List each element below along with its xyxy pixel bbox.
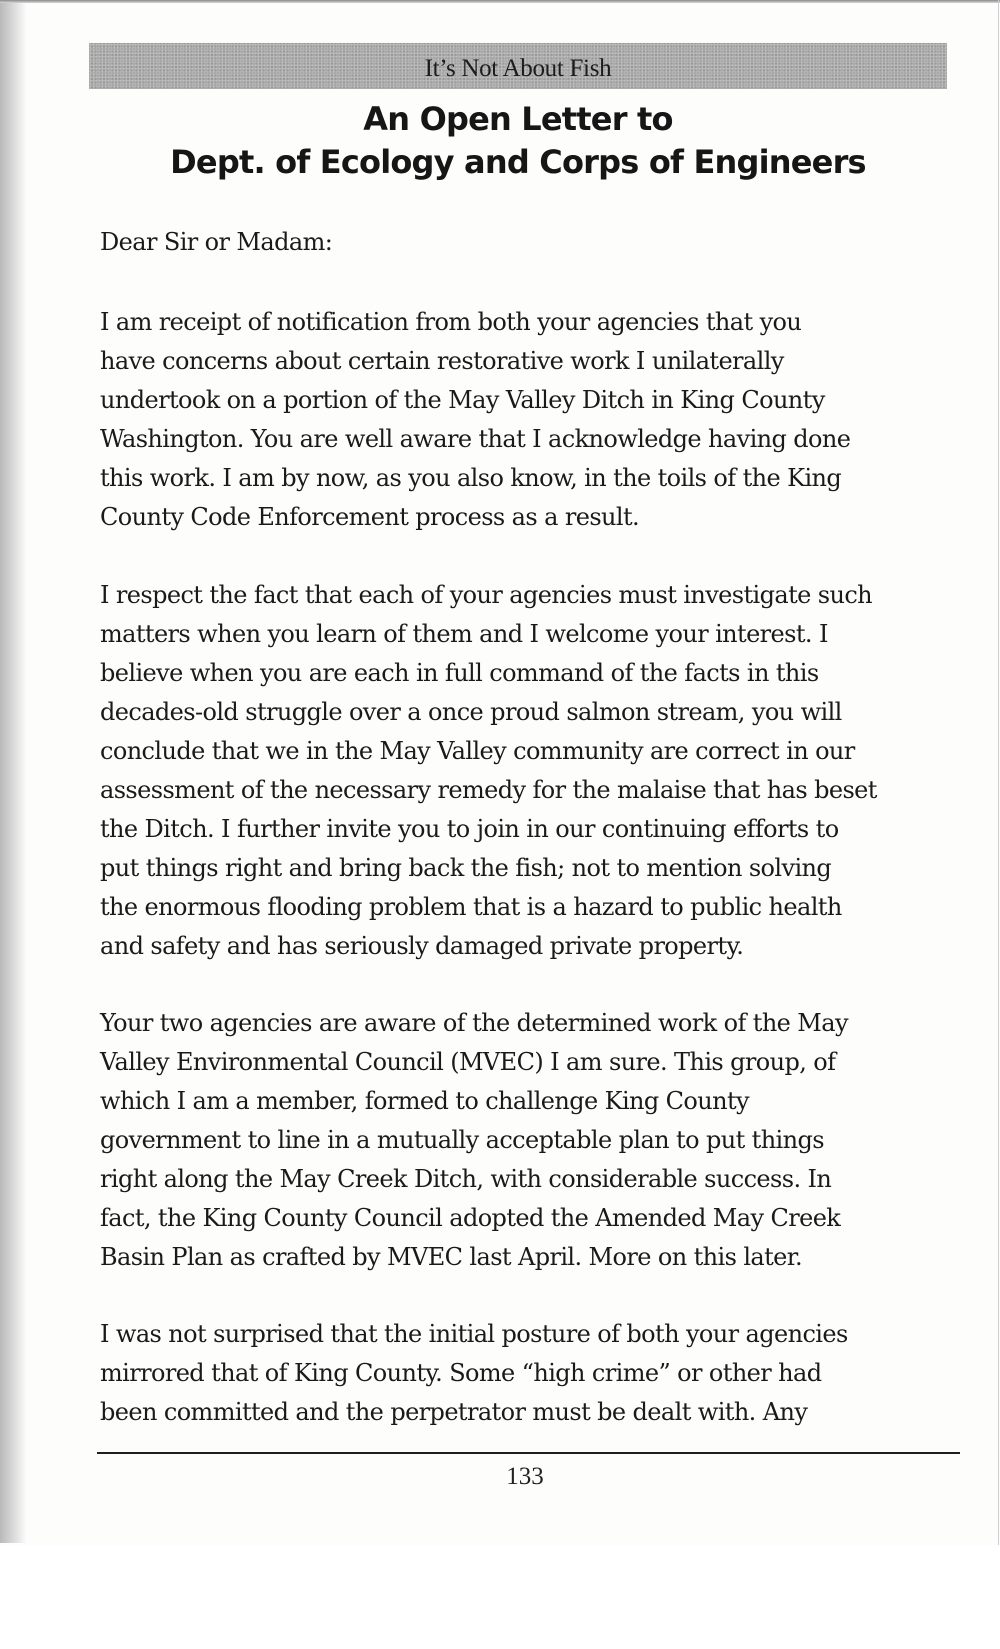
text-line: the Ditch. I further invite you to join in our continuing efforts to (100, 815, 839, 843)
text-line: and safety and has seriously damaged private property. (100, 932, 744, 960)
paragraph-2 (100, 576, 960, 966)
text-line: I was not surprised that the initial posture of both your agencies (100, 1320, 848, 1348)
text-line: County Code Enforcement process as a result. (100, 503, 640, 531)
title-line-2: Dept. of Ecology and Corps of Engineers (170, 143, 866, 181)
running-header-text: It’s Not About Fish (424, 55, 612, 82)
text-line: undertook on a portion of the May Valley Ditch in King County (100, 386, 825, 414)
page-right-edge (998, 0, 999, 1545)
text-line: have concerns about certain restorative work I unilaterally (100, 347, 784, 375)
text-line: been committed and the perpetrator must be dealt with. Any (100, 1398, 808, 1426)
running-header-bar (89, 43, 947, 89)
text-line: Valley Environmental Council (MVEC) I am sure. This group, of (100, 1048, 836, 1076)
text-line: government to line in a mutually acceptable plan to put things (100, 1126, 824, 1154)
text-line: Your two agencies are aware of the determined work of the May (100, 1009, 848, 1037)
text-line: I am receipt of notification from both your agencies that you (100, 308, 802, 336)
paragraph-4 (100, 1315, 960, 1432)
text-line: Basin Plan as crafted by MVEC last April. More on this later. (100, 1243, 803, 1271)
spine-shadow (0, 0, 26, 1543)
paragraph-1 (100, 303, 960, 537)
footer-rule (97, 1452, 960, 1454)
page-number: 133 (506, 1463, 544, 1490)
chapter-title (89, 98, 947, 184)
text-line: fact, the King County Council adopted the Amended May Creek (100, 1204, 841, 1232)
text-line: decades-old struggle over a once proud salmon stream, you will (100, 698, 842, 726)
text-line: the enormous flooding problem that is a hazard to public health (100, 893, 842, 921)
title-line-1: An Open Letter to (363, 100, 673, 138)
text-line: right along the May Creek Ditch, with considerable success. In (100, 1165, 832, 1193)
text-line: this work. I am by now, as you also know, in the toils of the King (100, 464, 842, 492)
text-line: Washington. You are well aware that I acknowledge having done (100, 425, 851, 453)
text-line: put things right and bring back the fish; not to mention solving (100, 854, 832, 882)
text-line: which I am a member, formed to challenge King County (100, 1087, 750, 1115)
text-line: I respect the fact that each of your agencies must investigate such (100, 581, 873, 609)
text-line: believe when you are each in full command of the facts in this (100, 659, 819, 687)
text-line: assessment of the necessary remedy for the malaise that has beset (100, 776, 877, 804)
text-line: conclude that we in the May Valley community are correct in our (100, 737, 855, 765)
page-top-edge (0, 0, 1000, 3)
salutation: Dear Sir or Madam: (100, 228, 333, 256)
text-line: matters when you learn of them and I welcome your interest. I (100, 620, 828, 648)
text-line: mirrored that of King County. Some “high crime” or other had (100, 1359, 822, 1387)
paragraph-3 (100, 1004, 960, 1277)
